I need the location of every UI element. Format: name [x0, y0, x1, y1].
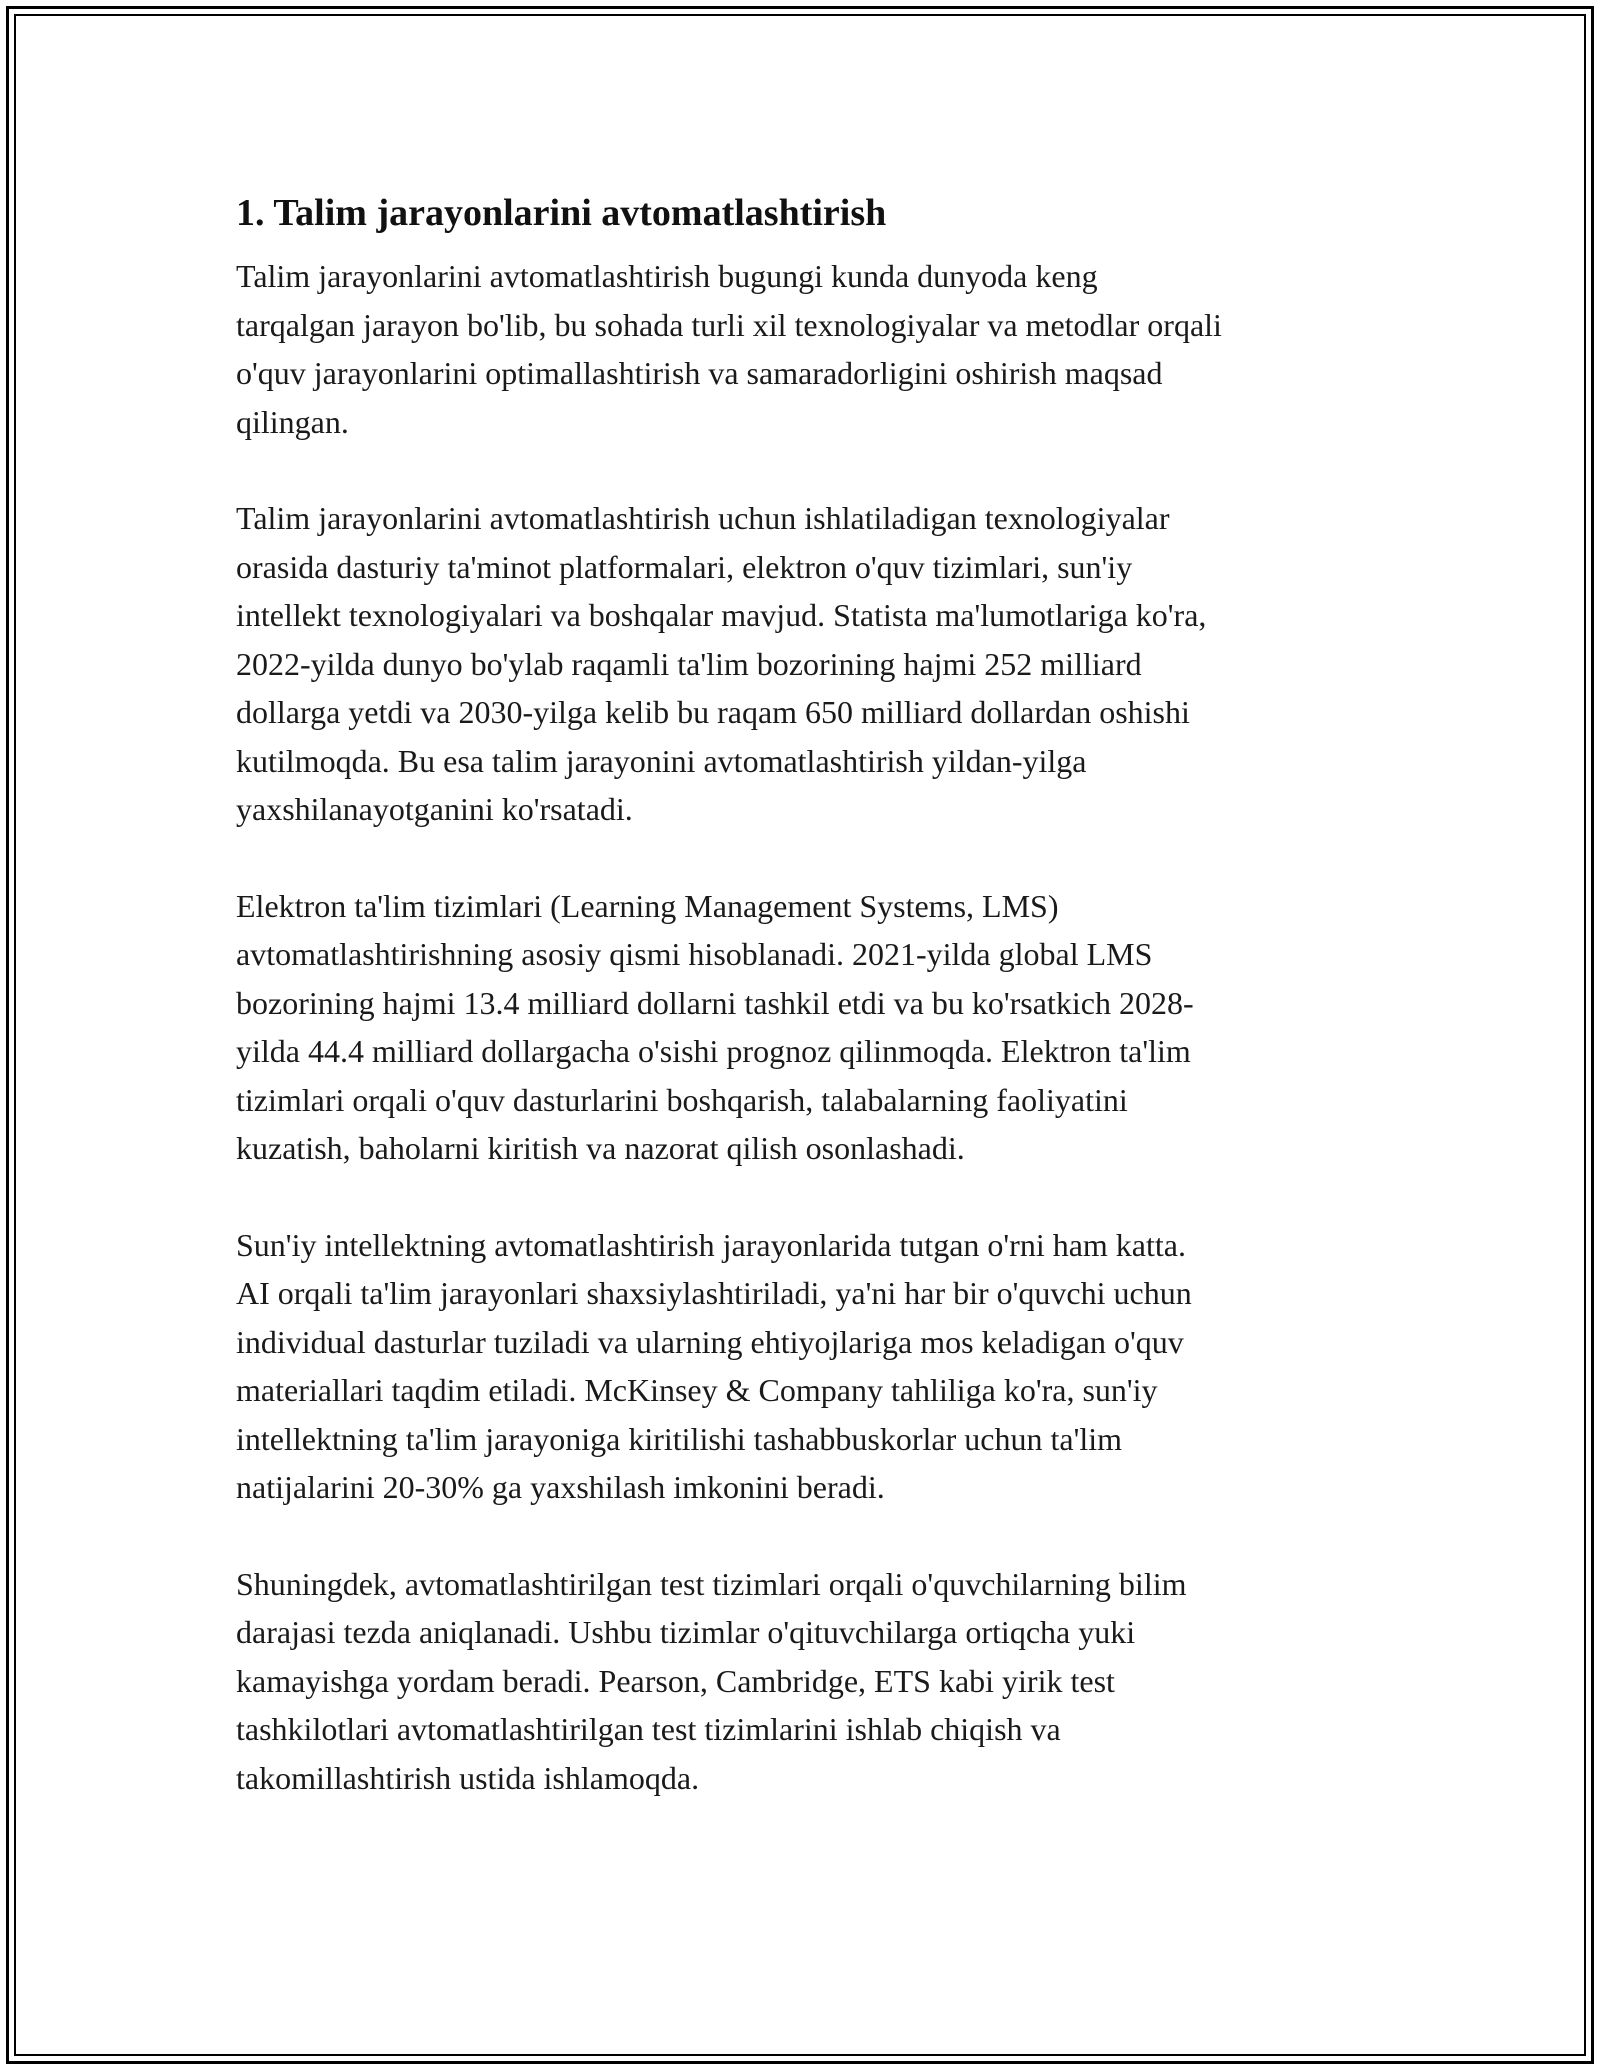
- paragraph-line: Talim jarayonlarini avtomatlashtirish bugungi kunda dunyoda keng: [236, 258, 1098, 294]
- paragraph-line: dollarga yetdi va 2030-yilga kelib bu raqam 650 milliard dollardan oshishi: [236, 694, 1190, 730]
- paragraph-line: individual dasturlar tuziladi va ularning ehtiyojlariga mos keladigan o'quv: [236, 1323, 1184, 1360]
- paragraph-line: yaxshilanayotganini ko'rsatadi.: [236, 791, 633, 827]
- paragraph-line: materiallari taqdim etiladi. McKinsey & Company tahliliga ko'ra, sun'iy: [236, 1372, 1158, 1408]
- paragraph-line: Talim jarayonlarini avtomatlashtirish uchun ishlatiladigan texnologiyalar: [236, 500, 1170, 536]
- section-title: 1. Talim jarayonlarini avtomatlashtirish: [236, 192, 887, 234]
- paragraph-line: AI orqali ta'lim jarayonlari shaxsiylashtiriladi, ya'ni har bir o'quvchi uchun: [236, 1275, 1192, 1311]
- paragraph-line: yilda 44.4 milliard dollargacha o'sishi prognoz qilinmoqda. Elektron ta'lim: [236, 1033, 1191, 1069]
- paragraph-line: Shuningdek, avtomatlashtirilgan test tizimlari orqali o'quvchilarning bilim: [236, 1565, 1187, 1602]
- paragraph-line: bozorining hajmi 13.4 milliard dollarni tashkil etdi va bu ko'rsatkich 2028-: [236, 984, 1194, 1021]
- paragraph-line: tizimlari orqali o'quv dasturlarini boshqarish, talabalarning faoliyatini: [236, 1081, 1128, 1118]
- paragraph-line: takomillashtirish ustida ishlamoqda.: [236, 1759, 700, 1796]
- document-body: [236, 186, 1386, 1850]
- paragraph-line: tarqalgan jarayon bo'lib, bu sohada turli xil texnologiyalar va metodlar orqali: [236, 306, 1222, 343]
- paragraph-line: tashkilotlari avtomatlashtirilgan test tizimlarini ishlab chiqish va: [236, 1711, 1061, 1747]
- paragraph-line: 2022-yilda dunyo bo'ylab raqamli ta'lim bozorining hajmi 252 milliard: [236, 645, 1142, 682]
- paragraph-5: [236, 1560, 1386, 1803]
- paragraph-line: Elektron ta'lim tizimlari (Learning Management Systems, LMS): [236, 887, 1059, 924]
- paragraph-line: avtomatlashtirishning asosiy qismi hisoblanadi. 2021-yilda global LMS: [236, 936, 1153, 972]
- paragraph-line: kamayishga yordam beradi. Pearson, Cambridge, ETS kabi yirik test: [236, 1662, 1115, 1699]
- paragraph-line: intellektning ta'lim jarayoniga kiritilishi tashabbuskorlar uchun ta'lim: [236, 1420, 1123, 1457]
- paragraph-line: intellekt texnologiyalari va boshqalar mavjud. Statista ma'lumotlariga ko'ra,: [236, 597, 1207, 633]
- paragraph-line: kutilmoqda. Bu esa talim jarayonini avtomatlashtirish yildan-yilga: [236, 742, 1087, 779]
- paragraph-line: kuzatish, baholarni kiritish va nazorat qilish osonlashadi.: [236, 1130, 965, 1166]
- paragraph-1: [236, 252, 1386, 446]
- paragraph-line: natijalarini 20-30% ga yaxshilash imkonini beradi.: [236, 1469, 885, 1505]
- paragraph-line: Sun'iy intellektning avtomatlashtirish jarayonlarida tutgan o'rni ham katta.: [236, 1226, 1186, 1263]
- paragraph-line: qilingan.: [236, 403, 349, 440]
- paragraph-4: [236, 1221, 1386, 1512]
- paragraph-2: [236, 494, 1386, 834]
- paragraph-line: o'quv jarayonlarini optimallashtirish va samaradorligini oshirish maqsad: [236, 355, 1163, 391]
- paragraph-line: darajasi tezda aniqlanadi. Ushbu tizimlar o'qituvchilarga ortiqcha yuki: [236, 1614, 1136, 1650]
- paragraph-3: [236, 882, 1386, 1173]
- paragraph-list: [236, 252, 1386, 1802]
- paragraph-line: orasida dasturiy ta'minot platformalari, elektron o'quv tizimlari, sun'iy: [236, 548, 1133, 585]
